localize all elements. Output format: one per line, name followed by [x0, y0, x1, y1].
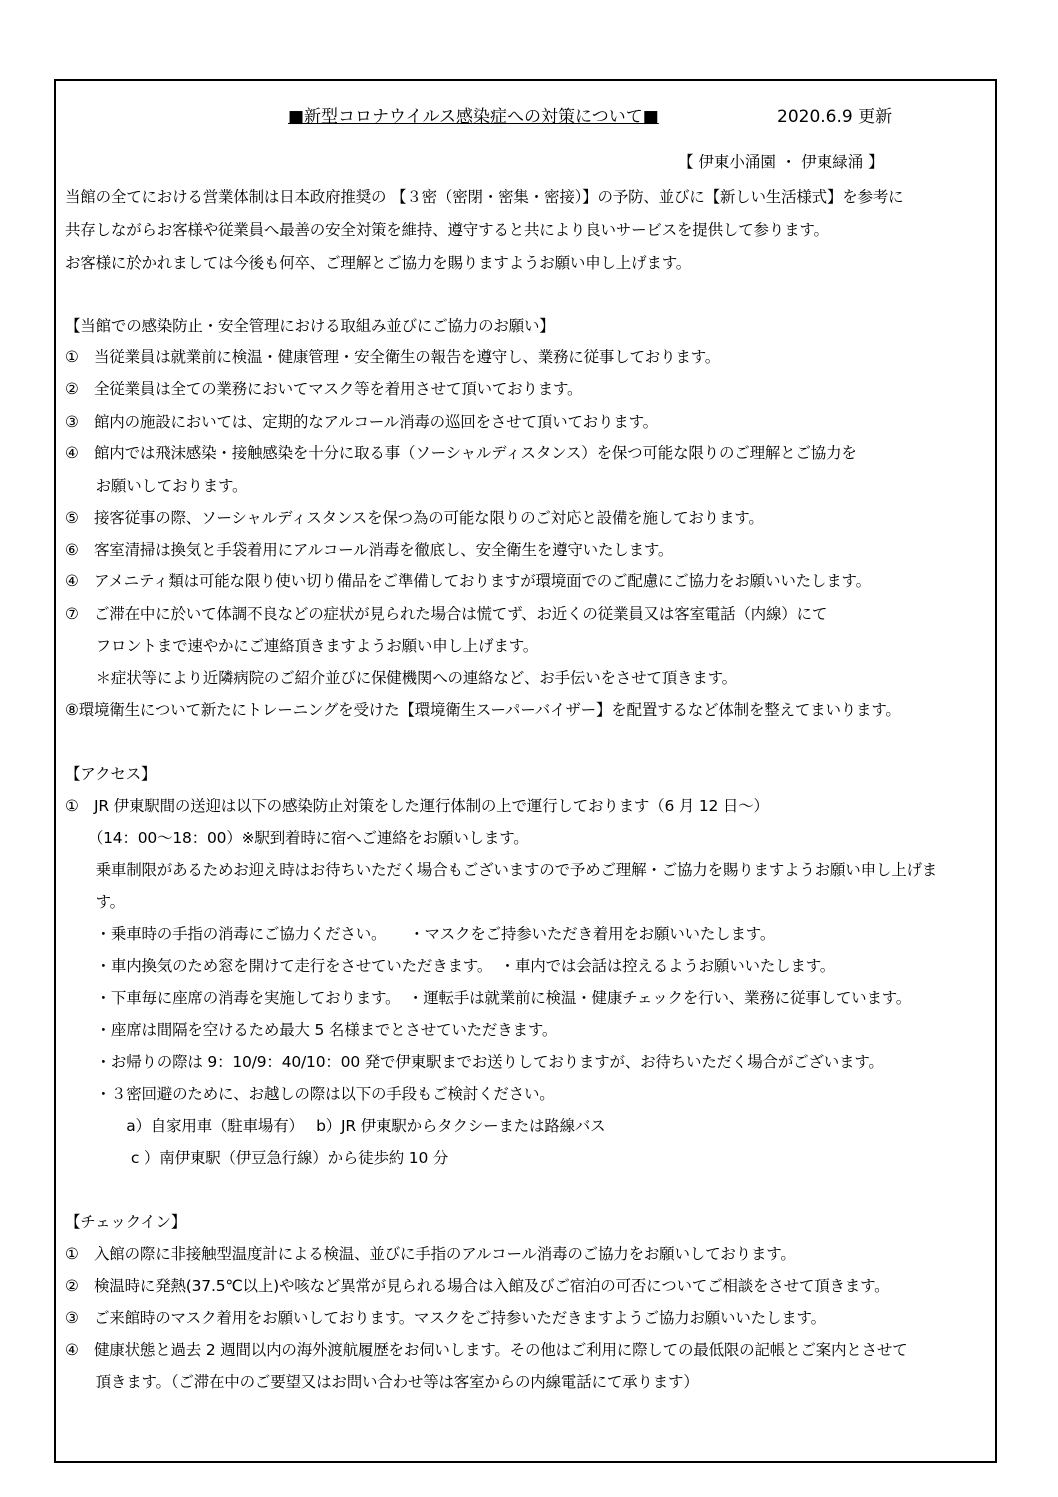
- access-line: ・座席は間隔を空けるため最大 5 名様までとさせていただきます。: [65, 1021, 558, 1039]
- access-line: ・車内換気のため窓を開けて走行をさせていただきます。 ・車内では会話は控えるようお願いいたします。: [65, 957, 836, 975]
- safety-line: ③ 館内の施設においては、定期的なアルコール消毒の巡回をさせて頂いております。: [65, 413, 658, 431]
- intro-line: 当館の全てにおける営業体制は日本政府推奨の 【３密（密閉・密集・密接）】の予防、並びに【新しい生活様式】を参考に: [65, 188, 904, 206]
- access-line: ① JR 伊東駅間の送迎は以下の感染防止対策をした運行体制の上で運行しております（6 月 12 日～）: [65, 797, 769, 815]
- access-line: a）自家用車（駐車場有） b）JR 伊東駅からタクシーまたは路線バス: [65, 1117, 606, 1135]
- safety-line: ⑤ 接客従事の際、ソーシャルディスタンスを保つ為の可能な限りのご対応と設備を施しております。: [65, 509, 764, 527]
- access-line: c ）南伊東駅（伊豆急行線）から徒歩約 10 分: [65, 1149, 449, 1167]
- access-line: す。: [65, 893, 125, 911]
- update-date: 2020.6.9 更新: [777, 107, 893, 127]
- access-line: ・３密回避のために、お越しの際は以下の手段もご検討ください。: [65, 1085, 555, 1103]
- checkin-line: 頂きます。（ご滞在中のご要望又はお問い合わせ等は客室からの内線電話にて承ります）: [65, 1373, 699, 1391]
- safety-line: ⑥ 客室清掃は換気と手袋着用にアルコール消毒を徹底し、安全衛生を遵守いたします。: [65, 541, 674, 559]
- safety-line: ① 当従業員は就業前に検温・健康管理・安全衛生の報告を遵守し、業務に従事しております。: [65, 348, 721, 366]
- safety-line: ② 全従業員は全ての業務においてマスク等を着用させて頂いております。: [65, 380, 583, 398]
- safety-line: お願いしております。: [65, 477, 248, 495]
- access-line: ・下車毎に座席の消毒を実施しております。 ・運転手は就業前に検温・健康チェックを行い、業務に従事しています。: [65, 989, 912, 1007]
- access-line: 乗車制限があるためお迎え時はお待ちいただく場合もございますので予めご理解・ご協力を賜りますようお願い申し上げま: [65, 861, 938, 879]
- access-line: ・お帰りの際は 9：10/9：40/10：00 発で伊東駅までお送りしておりますが、お待ちいただく場合がございます。: [65, 1053, 884, 1071]
- intro-line: お客様に於かれましては今後も何卒、ご理解とご協力を賜りますようお願い申し上げます。: [65, 254, 692, 272]
- safety-line: フロントまで速やかにご連絡頂きますようお願い申し上げます。: [65, 637, 539, 655]
- document-title: ■新型コロナウイルス感染症への対策について■: [288, 107, 659, 127]
- section-heading-checkin: 【チェックイン】: [65, 1213, 187, 1231]
- safety-line: ＊症状等により近隣病院のご紹介並びに保健機関への連絡など、お手伝いをさせて頂きます。: [65, 669, 737, 687]
- checkin-line: ② 検温時に発熱(37.5℃以上)や咳など異常が見られる場合は入館及びご宿泊の可否についてご相談をさせて頂きます。: [65, 1277, 890, 1295]
- safety-line: ⑦ ご滞在中に於いて体調不良などの症状が見られた場合は慌てず、お近くの従業員又は客室電話（内線）にて: [65, 605, 828, 623]
- intro-line: 共存しながらお客様や従業員へ最善の安全対策を維持、遵守すると共により良いサービスを提供して参ります。: [65, 221, 829, 239]
- safety-line: ④ アメニティ類は可能な限り使い切り備品をご準備しておりますが環境面でのご配慮にご協力をお願いいたします。: [65, 572, 871, 590]
- venue-names: 【 伊東小涌園 ・ 伊東緑涌 】: [678, 153, 884, 171]
- safety-line: ④ 館内では飛沫感染・接触感染を十分に取る事（ソーシャルディスタンス）を保つ可能な限りのご理解とご協力を: [65, 444, 857, 462]
- section-heading-safety: 【当館での感染防止・安全管理における取組み並びにご協力のお願い】: [65, 317, 555, 335]
- access-line: （14：00～18：00）※駅到着時に宿へご連絡をお願いします。: [65, 829, 529, 847]
- access-line: ・乗車時の手指の消毒にご協力ください。 ・マスクをご持参いただき着用をお願いいたします。: [65, 925, 776, 943]
- section-heading-access: 【アクセス】: [65, 765, 157, 783]
- checkin-line: ③ ご来館時のマスク着用をお願いしております。マスクをご持参いただきますようご協力お願いいたします。: [65, 1309, 826, 1327]
- safety-line: ⑧環境衛生について新たにトレーニングを受けた【環境衛生スーパーバイザー】を配置するなど体制を整えてまいります。: [65, 701, 901, 719]
- checkin-line: ④ 健康状態と過去 2 週間以内の海外渡航履歴をお伺いします。その他はご利用に際しての最低限の記帳とご案内とさせて: [65, 1341, 908, 1359]
- checkin-line: ① 入館の際に非接触型温度計による検温、並びに手指のアルコール消毒のご協力をお願いしております。: [65, 1245, 796, 1263]
